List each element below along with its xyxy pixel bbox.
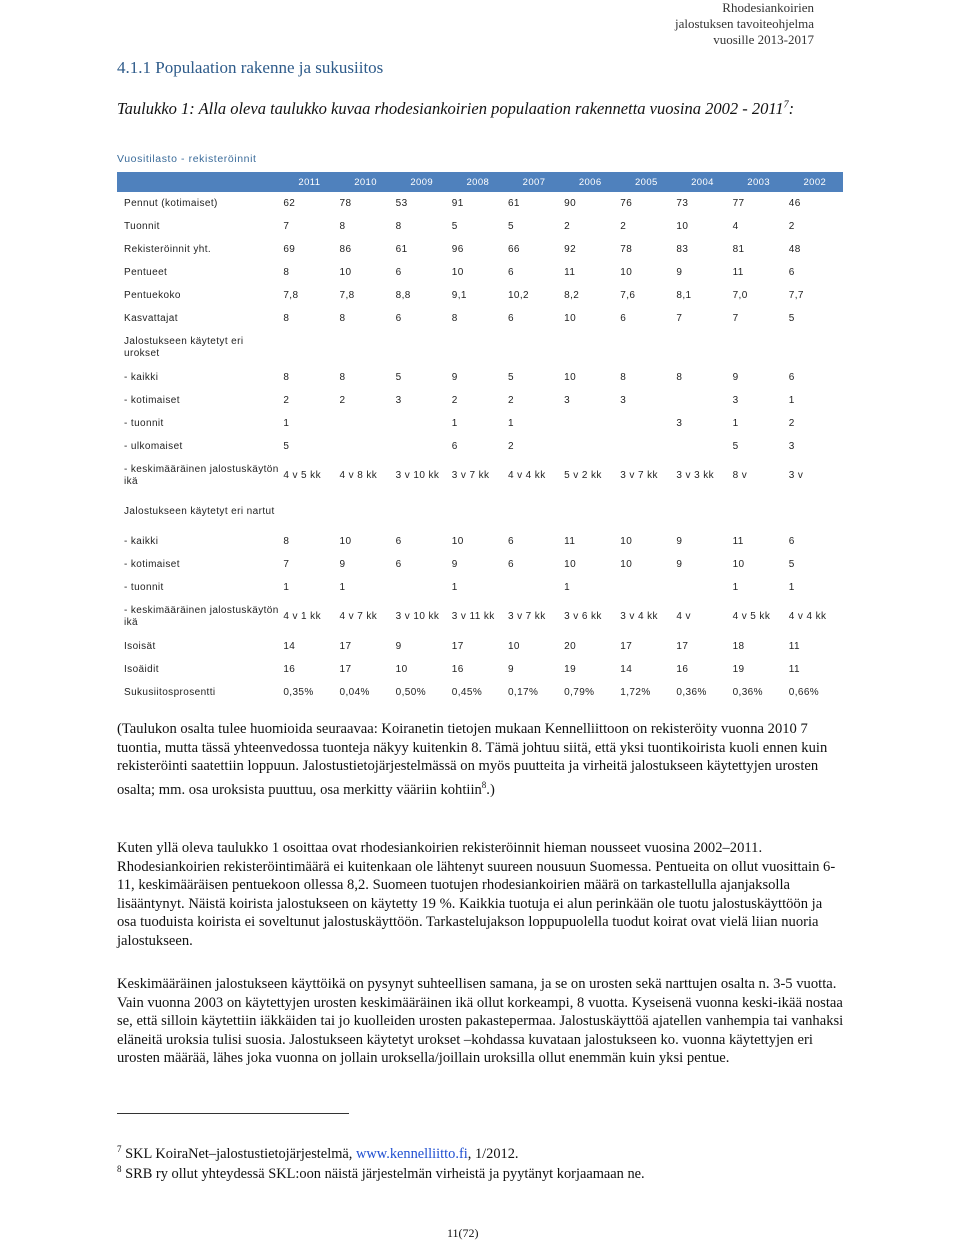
section-title: 4.1.1 Populaation rakenne ja sukusiitos bbox=[117, 58, 384, 77]
header-label-cell bbox=[117, 172, 281, 192]
table-cell: 7 bbox=[676, 312, 683, 324]
footnote-7-end: , 1/2012. bbox=[467, 1145, 519, 1162]
table-cell: 7,6 bbox=[620, 289, 636, 301]
paragraph-breeding-age: Keskimääräinen jalostukseen käyttöikä on pysynyt suhteellisen samana, ja se on urosten sekä narttujen osalta n. 3-5 vuotta. Vain vuonna 2003 on käytettyjen urosten keskimääräinen ikä ollut korkeampi, 8 vuotta. Kyseisenä vuonna keski-ikää nostaa se, että silloin käytettiin iäkkäiden tai jo kuolleiden urosten pakastepermaa. Jalostuskäyttöä ajatellen vanhempia tai vanhaksi eläneitä uroksia tulisi suosia. Jalostukseen käytetyt urokset –kohdassa kuvataan jalostukseen ko. vuonna käytettyjen eri urosten määrää, lähes joka vuonna on jollain uroksella/joillain uroksilla ollut enemmän kuin yksi pentue. bbox=[117, 976, 844, 1067]
table-cell: 5 bbox=[395, 371, 402, 383]
table-cell: 92 bbox=[564, 243, 577, 255]
table-cell: 2 bbox=[788, 417, 795, 429]
table-cell: 7,0 bbox=[732, 289, 748, 301]
table-cell: 73 bbox=[676, 197, 689, 209]
footnote-8-number: 8 bbox=[117, 1164, 122, 1174]
table-cell: 10 bbox=[395, 663, 408, 675]
table-cell: 3 bbox=[676, 417, 683, 429]
table-cell: 5 bbox=[788, 312, 795, 324]
caption-text: Taulukko 1: Alla oleva taulukko kuvaa rhodesiankoirien populaation rakennetta vuosina 2002 - 2011 bbox=[117, 99, 784, 118]
table-cell: 10 bbox=[732, 558, 745, 570]
table-cell bbox=[674, 576, 730, 599]
table-cell: 8 bbox=[451, 312, 458, 324]
table-cell: 9,1 bbox=[451, 289, 467, 301]
table-cell bbox=[618, 330, 674, 366]
table-cell bbox=[731, 494, 787, 530]
table-cell: 9 bbox=[507, 663, 514, 675]
paragraph-note bbox=[117, 720, 844, 799]
table-cell: 5 bbox=[732, 440, 739, 452]
table-cell: 76 bbox=[620, 197, 633, 209]
table-cell: 8 bbox=[283, 371, 290, 383]
table-cell: 78 bbox=[339, 197, 352, 209]
table-cell: 3 v 7 kk bbox=[620, 470, 658, 481]
table-cell: 90 bbox=[564, 197, 577, 209]
table-cell: 7 bbox=[732, 312, 739, 324]
table-cell: 3 v 3 kk bbox=[676, 470, 715, 481]
table-cell: 8 bbox=[676, 371, 683, 383]
table-cell: 4 v 1 kk bbox=[283, 611, 321, 622]
table-row bbox=[117, 553, 843, 576]
table-cell: 8,2 bbox=[564, 289, 580, 301]
table-cell: 86 bbox=[339, 243, 352, 255]
row-label: - kotimaiset bbox=[124, 394, 180, 406]
table-cell: 1 bbox=[788, 394, 795, 406]
table-cell bbox=[281, 494, 337, 530]
footnote-8-text: SRB ry ollut yhteydessä SKL:oon näistä järjestelmän virheistä ja pyytänyt korjaamaan ne. bbox=[125, 1165, 645, 1182]
table-cell: 61 bbox=[395, 243, 408, 255]
table-title: Vuositilasto - rekisteröinnit bbox=[117, 153, 257, 165]
row-label: Pentueet bbox=[124, 266, 168, 278]
table-cell: 8 bbox=[283, 535, 290, 547]
note-footnote-ref: 8 bbox=[481, 779, 487, 790]
table-row bbox=[117, 681, 843, 704]
year-header-4: 2007 bbox=[506, 172, 562, 192]
table-cell bbox=[394, 435, 450, 458]
table-row bbox=[117, 412, 843, 435]
table-cell: 10 bbox=[676, 220, 689, 232]
table-cell: 0,36% bbox=[732, 686, 763, 698]
table-cell: 11 bbox=[564, 535, 576, 547]
table-cell: 4 v 8 kk bbox=[339, 470, 378, 481]
row-label: - keskimääräinen jalostuskäytön ikä bbox=[124, 605, 279, 628]
table-cell: 4 bbox=[732, 220, 739, 232]
table-cell: 10 bbox=[620, 535, 633, 547]
table-cell: 19 bbox=[732, 663, 745, 675]
table-cell: 2 bbox=[283, 394, 290, 406]
table-cell: 6 bbox=[507, 535, 514, 547]
table-cell bbox=[618, 412, 674, 435]
table-cell bbox=[506, 494, 562, 530]
table-cell: 8 bbox=[283, 266, 290, 278]
paragraph-registrations: Kuten yllä oleva taulukko 1 osoittaa ovat rhodesiankoirien rekisteröinnit hieman nousseet vuosina 2002–2011. Rhodesiankoirien rekisteröintimäärä ei kuitenkaan ole lähtenyt suureen nousuun Suomessa. Pentueita on ollut vuosittain 6-11, keskimääräisen pentuekoon ollessa 8,2. Suomeen tuotujen rhodesiankoirien määrä on tarkastellulla ajanjaksolla lisääntynyt. Näistä koirista jalostukseen on käytetty 19 %. Kaikkia tuotuja ei alun perinkään ole tuotu jalostuskäyttöön ja osa tuoduista koirista ei soveltunut jalostuskäyttöön. Tarkastelujakson loppupuolella tuodut koirat ovat vielä liian nuoria jalostukseen. bbox=[117, 840, 836, 949]
table-cell: 0,04% bbox=[339, 686, 370, 698]
table-cell bbox=[731, 330, 787, 366]
table-cell: 0,66% bbox=[788, 686, 820, 698]
table-cell bbox=[674, 494, 730, 530]
row-label: - tuonnit bbox=[124, 581, 164, 593]
table-row bbox=[117, 658, 843, 681]
table-cell: 4 v 4 kk bbox=[507, 470, 546, 481]
table-cell bbox=[337, 494, 393, 530]
footnote-7-number: 7 bbox=[117, 1144, 122, 1154]
table-row bbox=[117, 192, 843, 215]
table-cell: 9 bbox=[676, 535, 683, 547]
table-cell: 9 bbox=[339, 558, 346, 570]
table-cell: 6 bbox=[507, 266, 514, 278]
table-cell bbox=[394, 576, 450, 599]
table-cell: 3 bbox=[620, 394, 627, 406]
table-cell: 17 bbox=[339, 640, 352, 652]
table-cell bbox=[787, 494, 843, 530]
table-cell: 91 bbox=[451, 197, 464, 209]
row-label: - keskimääräinen jalostuskäytön ikä bbox=[124, 464, 279, 487]
header-line-1: Rhodesiankoirien bbox=[722, 0, 814, 15]
table-cell: 7,8 bbox=[339, 289, 355, 301]
year-header-8: 2003 bbox=[731, 172, 787, 192]
table-cell: 66 bbox=[507, 243, 520, 255]
table-cell: 1 bbox=[283, 581, 290, 593]
table-cell bbox=[506, 330, 562, 366]
table-cell: 4 v 7 kk bbox=[339, 611, 378, 622]
table-cell: 1 bbox=[732, 581, 739, 593]
table-cell: 3 v 4 kk bbox=[620, 611, 658, 622]
table-cell: 4 v bbox=[676, 611, 691, 622]
row-label: Isoisät bbox=[124, 640, 156, 652]
table-cell: 0,50% bbox=[395, 686, 426, 698]
table-cell: 6 bbox=[788, 266, 795, 278]
table-cell bbox=[394, 412, 450, 435]
table-cell: 17 bbox=[620, 640, 633, 652]
table-cell: 6 bbox=[507, 558, 514, 570]
table-cell bbox=[281, 330, 337, 366]
table-cell: 18 bbox=[732, 640, 745, 652]
kennelliitto-link[interactable]: www.kennelliitto.fi bbox=[355, 1145, 468, 1162]
table-row bbox=[117, 238, 843, 261]
table-cell: 6 bbox=[620, 312, 627, 324]
table-cell bbox=[618, 576, 674, 599]
table-body bbox=[117, 192, 843, 704]
table-cell: 5 bbox=[283, 440, 290, 452]
table-cell: 78 bbox=[620, 243, 633, 255]
table-cell: 1,72% bbox=[620, 686, 651, 698]
table-cell: 46 bbox=[788, 197, 801, 209]
table-cell: 1 bbox=[732, 417, 739, 429]
row-label: Isoäidit bbox=[124, 663, 159, 675]
table-row bbox=[117, 330, 843, 366]
table-cell: 3 v 7 kk bbox=[507, 611, 546, 622]
table-cell: 48 bbox=[788, 243, 801, 255]
table-cell: 7 bbox=[283, 220, 290, 232]
table-cell bbox=[674, 330, 730, 366]
table-cell: 3 bbox=[788, 440, 795, 452]
row-label: Jalostukseen käytetyt eri urokset bbox=[124, 336, 244, 359]
note-end: .) bbox=[486, 781, 495, 798]
year-header-2: 2009 bbox=[394, 172, 450, 192]
header-line-3: vuosille 2013-2017 bbox=[713, 32, 814, 47]
row-label: - kaikki bbox=[124, 535, 159, 547]
table-cell: 96 bbox=[451, 243, 464, 255]
row-label: - kotimaiset bbox=[124, 558, 180, 570]
footnote-separator bbox=[117, 1113, 349, 1114]
table-cell: 4 v 5 kk bbox=[732, 611, 771, 622]
table-cell: 6 bbox=[395, 312, 402, 324]
table-cell: 8,1 bbox=[676, 289, 692, 301]
year-header-1: 2010 bbox=[337, 172, 393, 192]
table-cell: 10 bbox=[620, 558, 633, 570]
table-cell: 8 bbox=[339, 371, 346, 383]
table-cell: 16 bbox=[451, 663, 464, 675]
table-cell bbox=[506, 576, 562, 599]
table-cell: 8,8 bbox=[395, 289, 411, 301]
table-cell bbox=[394, 494, 450, 530]
year-header-7: 2004 bbox=[674, 172, 730, 192]
header-line-2: jalostuksen tavoiteohjelma bbox=[675, 16, 814, 31]
table-cell: 0,45% bbox=[451, 686, 483, 698]
row-label: Pentuekoko bbox=[124, 289, 181, 301]
table-cell bbox=[674, 389, 730, 412]
table-cell: 83 bbox=[676, 243, 689, 255]
table-cell bbox=[618, 494, 674, 530]
footnote-7-text: SKL KoiraNet–jalostustietojärjestelmä, bbox=[125, 1145, 356, 1162]
table-cell: 9 bbox=[395, 640, 402, 652]
table-cell: 10 bbox=[451, 266, 464, 278]
table-cell: 14 bbox=[283, 640, 296, 652]
table-cell bbox=[337, 412, 393, 435]
year-header-3: 2008 bbox=[450, 172, 506, 192]
table-cell: 5 bbox=[788, 558, 795, 570]
table-cell: 9 bbox=[732, 371, 739, 383]
table-cell bbox=[337, 330, 393, 366]
table-cell: 0,35% bbox=[283, 686, 314, 698]
table-cell: 8 bbox=[339, 220, 346, 232]
table-cell: 11 bbox=[564, 266, 576, 278]
table-cell: 3 v 11 kk bbox=[451, 611, 495, 622]
running-header bbox=[675, 0, 814, 48]
table-cell: 10 bbox=[564, 312, 577, 324]
table-cell: 10 bbox=[339, 535, 352, 547]
table-cell bbox=[674, 435, 730, 458]
year-header-0: 2011 bbox=[281, 172, 337, 192]
table-cell: 20 bbox=[564, 640, 577, 652]
table-cell: 2 bbox=[507, 394, 514, 406]
table-cell: 3 v 6 kk bbox=[564, 611, 602, 622]
table-cell: 16 bbox=[676, 663, 689, 675]
caption-suffix: : bbox=[788, 99, 795, 118]
table-cell: 8 bbox=[395, 220, 402, 232]
table-cell: 17 bbox=[676, 640, 689, 652]
table-cell: 0,79% bbox=[564, 686, 595, 698]
table-cell: 11 bbox=[732, 266, 744, 278]
table-cell: 17 bbox=[451, 640, 464, 652]
row-label: Jalostukseen käytetyt eri nartut bbox=[124, 506, 275, 517]
year-header-5: 2006 bbox=[562, 172, 618, 192]
table-cell: 62 bbox=[283, 197, 296, 209]
table-cell: 9 bbox=[451, 558, 458, 570]
table-row bbox=[117, 389, 843, 412]
row-label: Kasvattajat bbox=[124, 312, 178, 324]
table-cell bbox=[394, 330, 450, 366]
table-cell bbox=[562, 435, 618, 458]
table-row bbox=[117, 599, 843, 635]
table-cell bbox=[562, 494, 618, 530]
note-text: (Taulukon osalta tulee huomioida seuraavaa: Koiranetin tietojen mukaan Kennelliittoon on rekisteröity vuonna 2010 7 tuontia, mutta tässä yhteenvedossa tuonteja näkyy kuitenkin 8. Tämä johtuu siitä, että yksi tuontikoirista kuoli ennen kuin rekisteröinti saatettiin loppuun. Jalostustietojärjestelmässä on myös puutteita ja virheitä jalostukseen käytettyjen urosten osalta; mm. osa uroksista puuttuu, osa merkitty vääriin kohtiin bbox=[117, 721, 828, 798]
table-cell: 53 bbox=[395, 197, 408, 209]
table-cell: 10 bbox=[339, 266, 352, 278]
table-cell: 6 bbox=[395, 535, 402, 547]
table-cell: 10 bbox=[620, 266, 633, 278]
table-cell: 11 bbox=[788, 640, 800, 652]
table-cell: 2 bbox=[507, 440, 514, 452]
table-cell bbox=[450, 494, 506, 530]
footnote-8 bbox=[117, 1164, 645, 1183]
table-row bbox=[117, 458, 843, 494]
table-cell: 8 bbox=[620, 371, 627, 383]
row-label: Pennut (kotimaiset) bbox=[124, 197, 218, 209]
table-cell: 19 bbox=[564, 663, 577, 675]
table-cell bbox=[337, 435, 393, 458]
table-row bbox=[117, 215, 843, 238]
table-cell: 10 bbox=[507, 640, 520, 652]
table-cell: 10 bbox=[564, 371, 577, 383]
statistics-table bbox=[117, 172, 843, 704]
table-row bbox=[117, 261, 843, 284]
table-cell: 3 v 10 kk bbox=[395, 611, 440, 622]
table-cell: 6 bbox=[788, 371, 795, 383]
year-header-9: 2002 bbox=[787, 172, 843, 192]
table-caption bbox=[117, 99, 794, 119]
table-cell: 9 bbox=[451, 371, 458, 383]
table-cell: 5 v 2 kk bbox=[564, 470, 602, 481]
table-cell: 6 bbox=[451, 440, 458, 452]
table-cell: 3 v 10 kk bbox=[395, 470, 440, 481]
table-cell: 14 bbox=[620, 663, 633, 675]
row-label: Sukusiitosprosentti bbox=[124, 686, 216, 698]
table-cell: 6 bbox=[507, 312, 514, 324]
table-cell: 1 bbox=[451, 581, 458, 593]
table-row bbox=[117, 576, 843, 599]
table-cell: 3 v 7 kk bbox=[451, 470, 490, 481]
table-cell: 5 bbox=[507, 371, 514, 383]
table-cell: 2 bbox=[451, 394, 458, 406]
table-cell: 9 bbox=[676, 266, 683, 278]
table-cell: 2 bbox=[339, 394, 346, 406]
row-label: Rekisteröinnit yht. bbox=[124, 243, 212, 255]
table-cell: 7,7 bbox=[788, 289, 804, 301]
year-header-6: 2005 bbox=[618, 172, 674, 192]
row-label: - tuonnit bbox=[124, 417, 164, 429]
table-cell: 3 bbox=[732, 394, 739, 406]
table-cell: 1 bbox=[451, 417, 458, 429]
table-cell: 0,17% bbox=[507, 686, 539, 698]
table-cell: 1 bbox=[339, 581, 346, 593]
row-label: - ulkomaiset bbox=[124, 440, 183, 452]
table-cell: 8 bbox=[283, 312, 290, 324]
table-cell bbox=[787, 330, 843, 366]
table-cell bbox=[562, 330, 618, 366]
table-row bbox=[117, 366, 843, 389]
table-row bbox=[117, 307, 843, 330]
table-cell: 61 bbox=[507, 197, 520, 209]
table-cell: 2 bbox=[564, 220, 571, 232]
table-cell: 7,8 bbox=[283, 289, 299, 301]
table-row bbox=[117, 494, 843, 530]
table-header-row bbox=[117, 172, 843, 192]
table-cell: 1 bbox=[283, 417, 290, 429]
table-cell: 6 bbox=[395, 558, 402, 570]
table-cell: 8 bbox=[339, 312, 346, 324]
table-cell: 9 bbox=[676, 558, 683, 570]
row-label: Tuonnit bbox=[124, 220, 160, 232]
table-cell: 3 v bbox=[788, 470, 804, 481]
table-cell: 3 bbox=[564, 394, 571, 406]
table-cell bbox=[618, 435, 674, 458]
table-cell: 0,36% bbox=[676, 686, 707, 698]
table-cell: 6 bbox=[395, 266, 402, 278]
row-label: - kaikki bbox=[124, 371, 159, 383]
table-cell: 1 bbox=[788, 581, 795, 593]
page-number: 11(72) bbox=[447, 1226, 479, 1240]
table-cell: 8 v bbox=[732, 470, 748, 481]
table-row bbox=[117, 284, 843, 307]
table-cell: 1 bbox=[507, 417, 514, 429]
table-cell: 4 v 4 kk bbox=[788, 611, 827, 622]
table-cell: 1 bbox=[564, 581, 571, 593]
table-row bbox=[117, 635, 843, 658]
table-cell: 16 bbox=[283, 663, 296, 675]
table-cell: 10 bbox=[564, 558, 577, 570]
table-cell: 2 bbox=[788, 220, 795, 232]
table-cell: 7 bbox=[283, 558, 290, 570]
table-cell: 4 v 5 kk bbox=[283, 470, 321, 481]
table-cell: 77 bbox=[732, 197, 745, 209]
table-cell: 10,2 bbox=[507, 289, 530, 301]
table-cell: 10 bbox=[451, 535, 464, 547]
table-cell: 5 bbox=[451, 220, 458, 232]
table-cell: 5 bbox=[507, 220, 514, 232]
footnote-7 bbox=[117, 1144, 519, 1163]
table-cell bbox=[562, 412, 618, 435]
table-cell: 6 bbox=[788, 535, 795, 547]
table-cell bbox=[450, 330, 506, 366]
caption-footnote-ref: 7 bbox=[783, 99, 789, 111]
table-row bbox=[117, 435, 843, 458]
table-cell: 81 bbox=[732, 243, 745, 255]
table-cell: 11 bbox=[788, 663, 800, 675]
table-cell: 17 bbox=[339, 663, 352, 675]
table-cell: 3 bbox=[395, 394, 402, 406]
table-row bbox=[117, 530, 843, 553]
table-cell: 11 bbox=[732, 535, 744, 547]
table-cell: 69 bbox=[283, 243, 296, 255]
table-cell: 2 bbox=[620, 220, 627, 232]
